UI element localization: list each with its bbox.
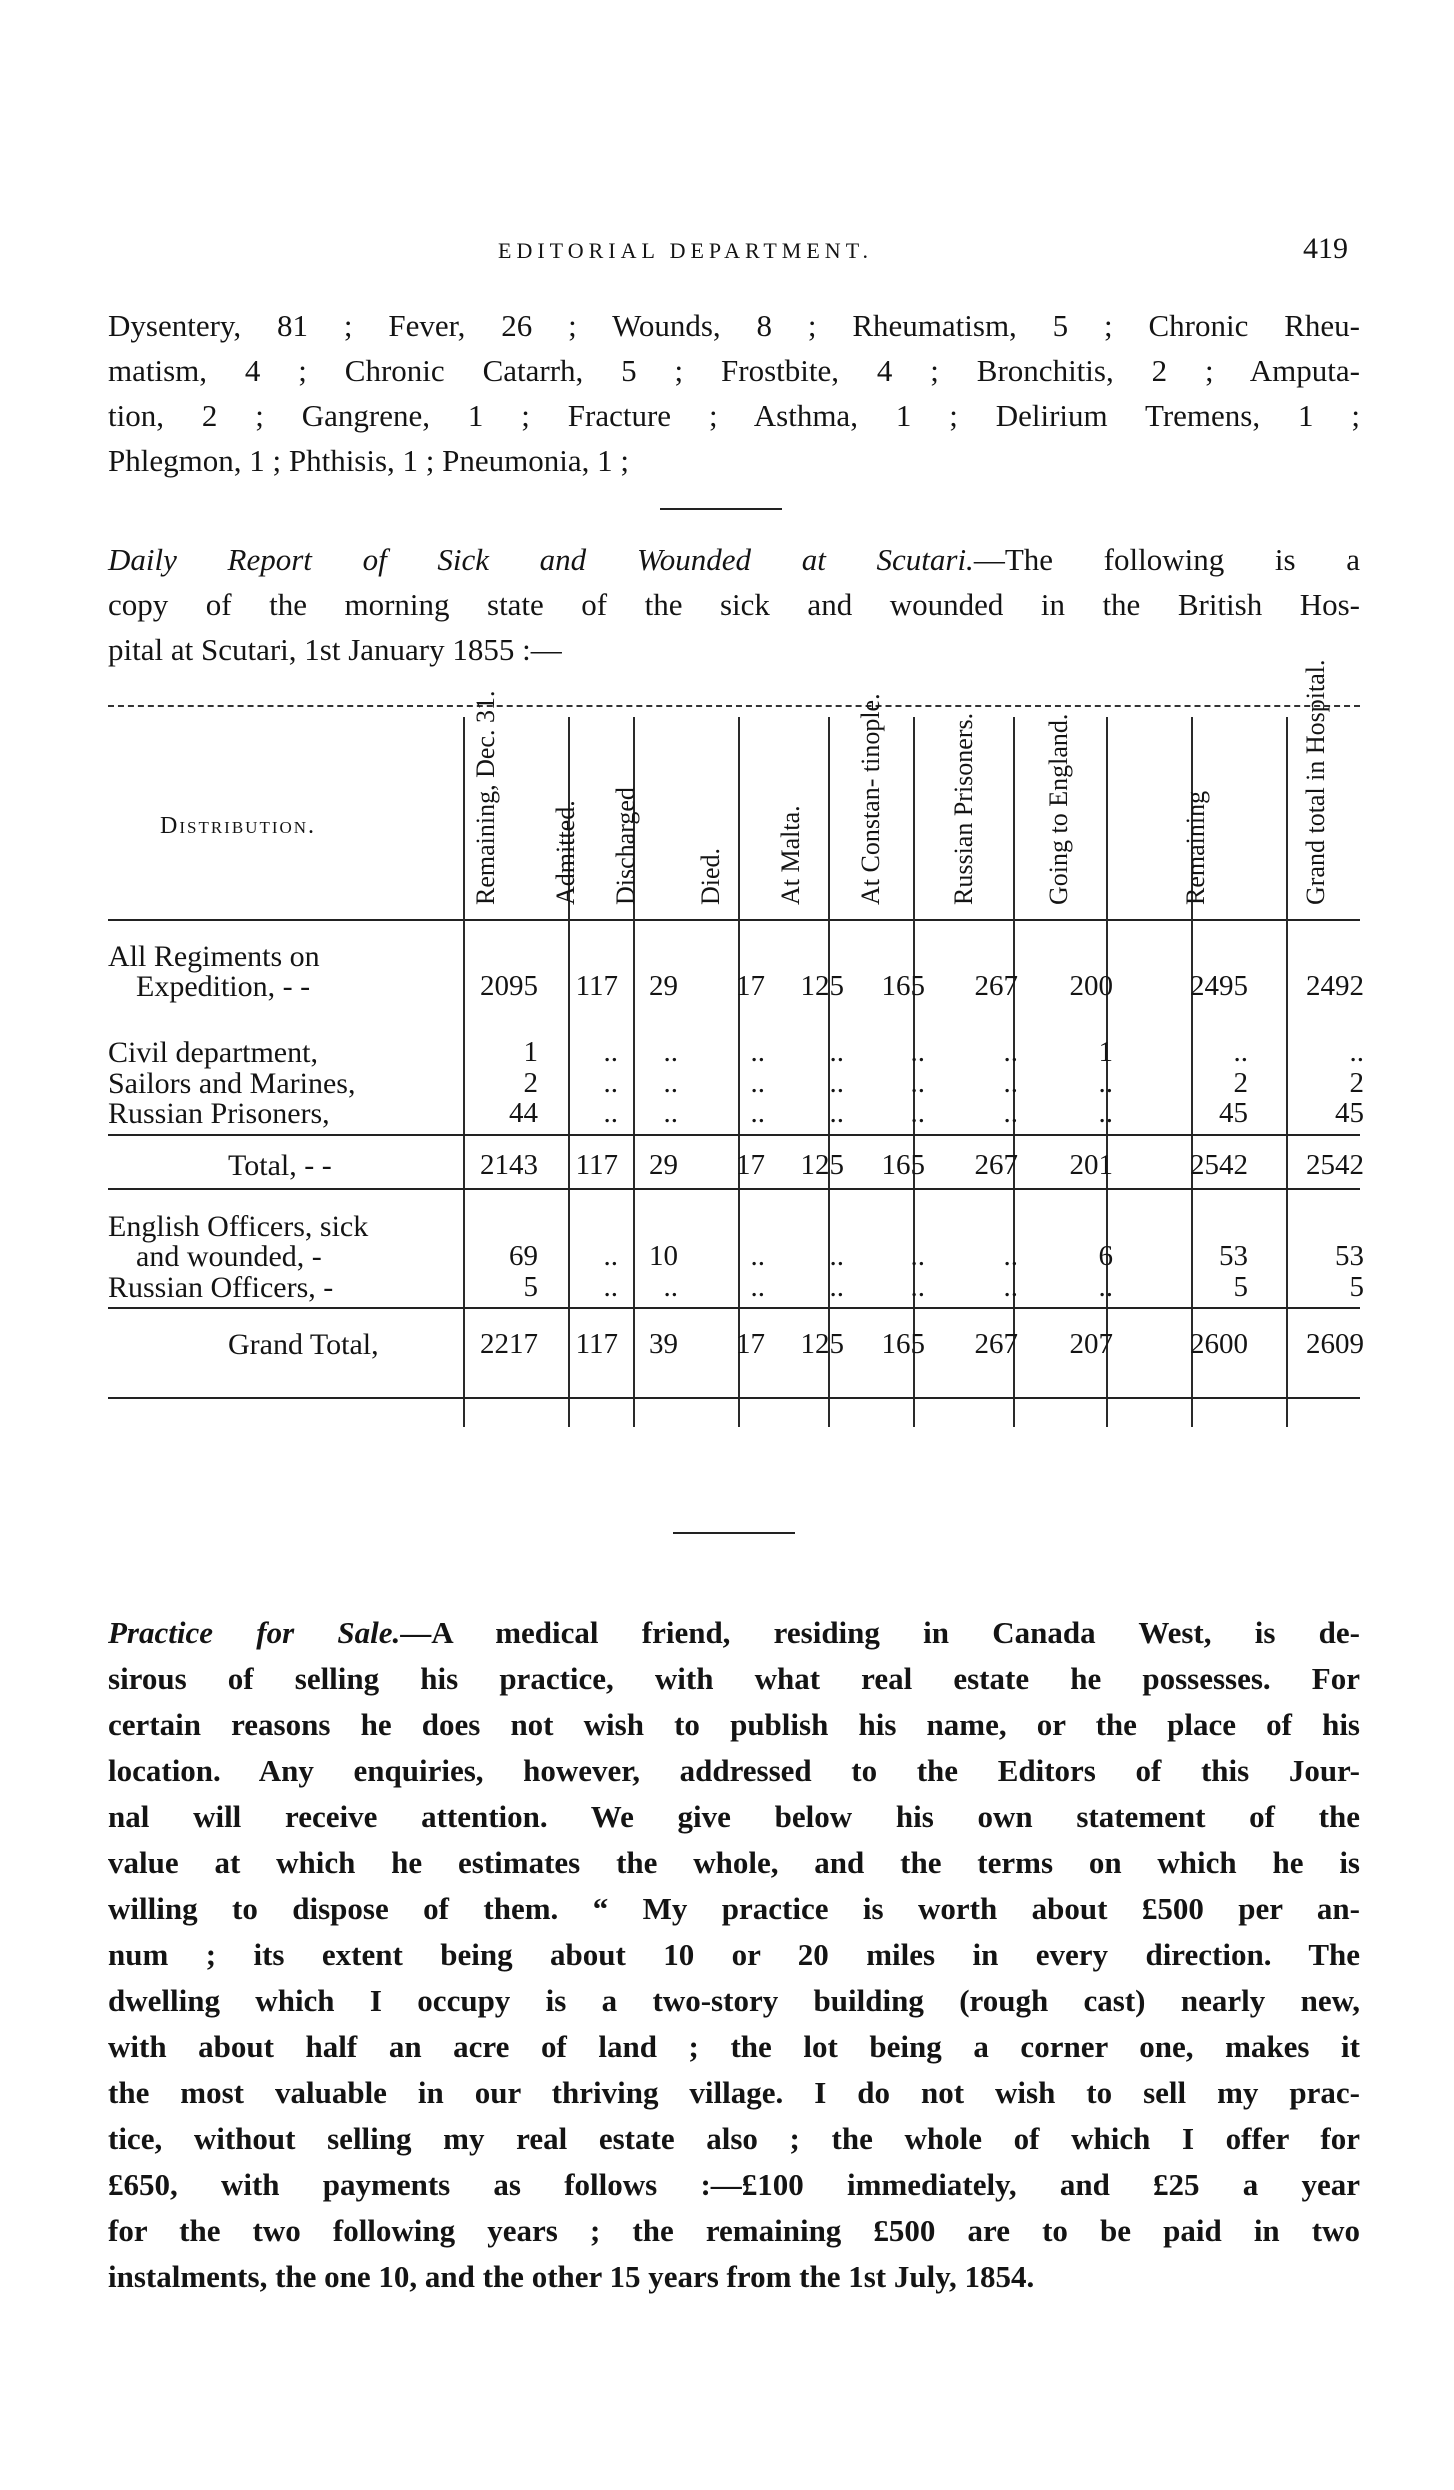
page-number: 419 [1303, 232, 1348, 265]
text-line [108, 1610, 1360, 1656]
row-label: and wounded, - [136, 1240, 322, 1273]
running-head [108, 232, 1368, 272]
table-cell: 39 [649, 1328, 678, 1360]
column-header-text: Discharged [611, 787, 640, 905]
table-cell: .. [663, 1036, 678, 1068]
text-line: certain reasons he does not wish to publish his name, or the place of his [108, 1707, 1360, 1742]
table-cell: .. [750, 1240, 765, 1272]
distribution-header: Distribution. [160, 813, 317, 839]
text-run: —The following is a [973, 542, 1360, 577]
table-cell: 45 [1335, 1097, 1364, 1129]
column-header-text: Died. [696, 847, 725, 905]
table-cell: .. [1098, 1271, 1113, 1303]
table-cell: 125 [800, 1149, 844, 1181]
daily-report-paragraph [108, 537, 1360, 672]
column-header-text: At Constan- tinople. [856, 693, 885, 905]
table-cell: 45 [1219, 1097, 1248, 1129]
table-cell: 2 [523, 1067, 538, 1099]
table-cell: 2143 [480, 1149, 538, 1181]
section-divider [660, 508, 782, 510]
table-cell: 29 [649, 1149, 678, 1181]
total-rule [108, 1188, 1360, 1190]
row-label: Civil department, [108, 1036, 318, 1069]
table-cell: .. [910, 1097, 925, 1129]
row-label: All Regiments on [108, 940, 320, 973]
text-line: dwelling which I occupy is a two-story building (rough cast) nearly new, [108, 1983, 1360, 2018]
table-cell: .. [1098, 1097, 1113, 1129]
table-cell: 2542 [1190, 1149, 1248, 1181]
table-cell: 2217 [480, 1328, 538, 1360]
column-header-text: Remaining, Dec. 31. [471, 690, 500, 905]
table-cell: .. [663, 1271, 678, 1303]
column-header-text: Russian Prisoners. [949, 712, 978, 905]
sick-and-wounded-table [108, 659, 1364, 1475]
column-rule [463, 717, 465, 1427]
text-line: with about half an acre of land ; the lot being a corner one, makes it [108, 2029, 1360, 2064]
total-rule [108, 1397, 1360, 1399]
section-divider [673, 1532, 795, 1534]
table-cell: 165 [881, 1149, 925, 1181]
text-line: value at which he estimates the whole, and the terms on which he is [108, 1845, 1360, 1880]
table-cell: 2 [1233, 1067, 1248, 1099]
table-cell: 165 [881, 970, 925, 1002]
text-line: willing to dispose of them. “ My practice is worth about £500 per an- [108, 1891, 1360, 1926]
section-heading: Practice for Sale. [108, 1615, 401, 1650]
table-cell: 1 [1098, 1036, 1113, 1068]
column-header-text: Admitted. [551, 800, 580, 905]
table-cell: 267 [974, 970, 1018, 1002]
table-cell: .. [603, 1097, 618, 1129]
text-line: Dysentery, 81 ; Fever, 26 ; Wounds, 8 ; Rheumatism, 5 ; Chronic Rheu- [108, 308, 1360, 343]
practice-for-sale-paragraph [108, 1610, 1360, 2300]
table-cell: 29 [649, 970, 678, 1002]
text-run: —A medical friend, residing in Canada West, is de- [400, 1615, 1361, 1650]
text-line: pital at Scutari, 1st January 1855 :— [108, 632, 562, 667]
table-cell: .. [663, 1097, 678, 1129]
row-label: Sailors and Marines, [108, 1067, 356, 1100]
column-header-text: At Malta. [776, 805, 805, 905]
text-line: for the two following years ; the remaining £500 are to be paid in two [108, 2213, 1360, 2248]
table-cell: .. [750, 1271, 765, 1303]
table-cell: 2609 [1306, 1328, 1364, 1360]
table-cell: 17 [736, 1149, 765, 1181]
table-cell: .. [1003, 1067, 1018, 1099]
table-cell: .. [829, 1271, 844, 1303]
table-cell: 5 [1233, 1271, 1248, 1303]
table-top-rule [108, 705, 1360, 707]
table-cell: 2542 [1306, 1149, 1364, 1181]
table-cell: 1 [523, 1036, 538, 1068]
table-cell: .. [829, 1240, 844, 1272]
table-cell: .. [1003, 1036, 1018, 1068]
table-cell: 53 [1219, 1240, 1248, 1272]
row-label: Grand Total, [228, 1328, 379, 1361]
table-cell: .. [910, 1271, 925, 1303]
total-rule [108, 1307, 1360, 1309]
row-label: Russian Prisoners, [108, 1097, 330, 1130]
table-cell: 2600 [1190, 1328, 1248, 1360]
table-cell: 44 [509, 1097, 538, 1129]
table-cell: 200 [1069, 970, 1113, 1002]
table-cell: 17 [736, 970, 765, 1002]
total-rule [108, 1134, 1360, 1136]
table-cell: 53 [1335, 1240, 1364, 1272]
table-cell: .. [829, 1036, 844, 1068]
text-line: nal will receive attention. We give below his own statement of the [108, 1799, 1360, 1834]
table-cell: 125 [800, 970, 844, 1002]
table-cell: 2095 [480, 970, 538, 1002]
text-line: tice, without selling my real estate also ; the whole of which I offer for [108, 2121, 1360, 2156]
text-line: copy of the morning state of the sick and wounded in the British Hos- [108, 587, 1360, 622]
table-cell: .. [1349, 1036, 1364, 1068]
table-cell: 117 [575, 1328, 618, 1360]
table-cell: .. [910, 1036, 925, 1068]
table-cell: 125 [800, 1328, 844, 1360]
table-cell: 6 [1098, 1240, 1113, 1272]
table-cell: .. [750, 1067, 765, 1099]
column-rule [1286, 717, 1288, 1427]
row-label: Total, - - [228, 1149, 332, 1182]
text-line: num ; its extent being about 10 or 20 miles in every direction. The [108, 1937, 1360, 1972]
table-cell: 165 [881, 1328, 925, 1360]
table-cell: .. [1098, 1067, 1113, 1099]
table-cell: 117 [575, 1149, 618, 1181]
table-cell: .. [910, 1067, 925, 1099]
table-cell: 2492 [1306, 970, 1364, 1002]
table-cell: .. [663, 1067, 678, 1099]
table-cell: .. [1233, 1036, 1248, 1068]
table-cell: .. [829, 1067, 844, 1099]
table-cell: .. [603, 1067, 618, 1099]
row-label: Russian Officers, - [108, 1271, 334, 1304]
table-cell: .. [1003, 1097, 1018, 1129]
table-cell: .. [603, 1240, 618, 1272]
column-rule [738, 717, 740, 1427]
table-cell: 267 [974, 1328, 1018, 1360]
column-header-text: Remaining [1181, 790, 1210, 905]
table-cell: 207 [1069, 1328, 1113, 1360]
text-line [108, 537, 1360, 582]
text-line: tion, 2 ; Gangrene, 1 ; Fracture ; Asthma, 1 ; Delirium Tremens, 1 ; [108, 398, 1360, 433]
header-bottom-rule [108, 919, 1360, 921]
table-cell: 5 [523, 1271, 538, 1303]
table-cell: 5 [1349, 1271, 1364, 1303]
table-cell: 267 [974, 1149, 1018, 1181]
table-cell: .. [1003, 1271, 1018, 1303]
row-label: Expedition, - - [136, 970, 311, 1003]
table-cell: 2495 [1190, 970, 1248, 1002]
column-header-text: Grand total in Hospital. [1301, 659, 1330, 905]
text-line: Phlegmon, 1 ; Phthisis, 1 ; Pneumonia, 1 ; [108, 443, 630, 478]
table-cell: .. [750, 1036, 765, 1068]
section-heading: Daily Report of Sick and Wounded at Scutari. [108, 542, 974, 577]
row-label: English Officers, sick [108, 1210, 369, 1243]
text-line: £650, with payments as follows :—£100 immediately, and £25 a year [108, 2167, 1360, 2202]
table-cell: .. [910, 1240, 925, 1272]
table-cell: .. [603, 1271, 618, 1303]
text-line: location. Any enquiries, however, addressed to the Editors of this Jour- [108, 1753, 1360, 1788]
table-cell: 2 [1349, 1067, 1364, 1099]
table-cell: .. [750, 1097, 765, 1129]
table-cell: .. [603, 1036, 618, 1068]
table-cell: .. [1003, 1240, 1018, 1272]
text-line: instalments, the one 10, and the other 15 years from the 1st July, 1854. [108, 2259, 1035, 2294]
table-cell: 117 [575, 970, 618, 1002]
table-cell: 10 [649, 1240, 678, 1272]
text-line: the most valuable in our thriving village. I do not wish to sell my prac- [108, 2075, 1360, 2110]
text-line: sirous of selling his practice, with what real estate he possesses. For [108, 1661, 1360, 1696]
casualty-list-paragraph [108, 303, 1360, 483]
table-cell: .. [829, 1097, 844, 1129]
table-cell: 69 [509, 1240, 538, 1272]
column-header-text: Going to England. [1044, 713, 1073, 905]
table-cell: 17 [736, 1328, 765, 1360]
table-cell: 201 [1069, 1149, 1113, 1181]
text-line: matism, 4 ; Chronic Catarrh, 5 ; Frostbite, 4 ; Bronchitis, 2 ; Amputa- [108, 353, 1360, 388]
running-head-title: EDITORIAL DEPARTMENT. [498, 238, 874, 263]
